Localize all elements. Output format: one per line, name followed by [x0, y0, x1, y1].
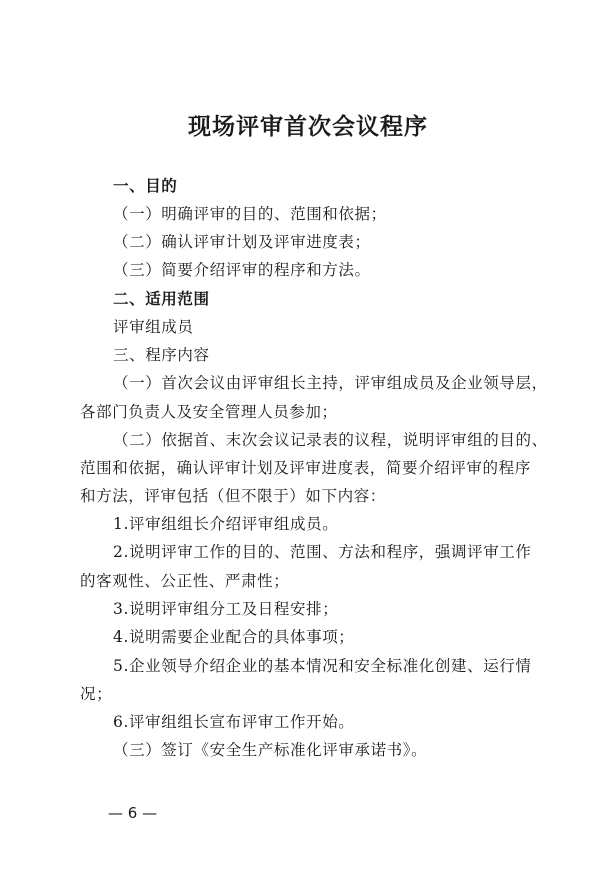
paragraph-line: （三）签订《安全生产标准化评审承诺书》。 [113, 741, 428, 759]
paragraph-line: 评审组成员 [113, 318, 194, 336]
paragraph-line: 的客观性、公正性、严肃性； [80, 572, 290, 590]
paragraph-line: （一）明确评审的目的、范围和依据； [113, 205, 387, 223]
page-number: — 6 — [108, 804, 158, 822]
paragraph-line: （三）简要介绍评审的程序和方法。 [113, 261, 371, 279]
list-item: 3.说明评审组分工及日程安排； [113, 600, 339, 618]
paragraph-line: 况； [80, 685, 113, 703]
paragraph-line: 各部门负责人及安全管理人员参加； [80, 403, 338, 421]
page-title: 现场评审首次会议程序 [188, 113, 428, 140]
list-item: 1.评审组组长介绍评审组成员。 [113, 515, 339, 533]
section-heading-purpose: 一、目的 [113, 177, 178, 195]
list-item: 5.企业领导介绍企业的基本情况和安全标准化创建、运行情 [113, 657, 532, 675]
paragraph-line: （二）依据首、末次会议记录表的议程，说明评审组的目的、 [113, 431, 548, 449]
section-heading-procedure: 三、程序内容 [113, 346, 210, 364]
section-heading-scope: 二、适用范围 [113, 290, 210, 308]
paragraph-line: （二）确认评审计划及评审进度表； [113, 233, 371, 251]
paragraph-line: （一）首次会议由评审组长主持，评审组成员及企业领导层， [113, 374, 548, 392]
paragraph-line: 范围和依据，确认评审计划及评审进度表，简要介绍评审的程序 [80, 459, 531, 477]
paragraph-line: 和方法，评审包括（但不限于）如下内容： [80, 487, 386, 505]
list-item: 6.评审组组长宣布评审工作开始。 [113, 713, 355, 731]
list-item: 2.说明评审工作的目的、范围、方法和程序，强调评审工作 [113, 543, 532, 561]
list-item: 4.说明需要企业配合的具体事项； [113, 628, 355, 646]
